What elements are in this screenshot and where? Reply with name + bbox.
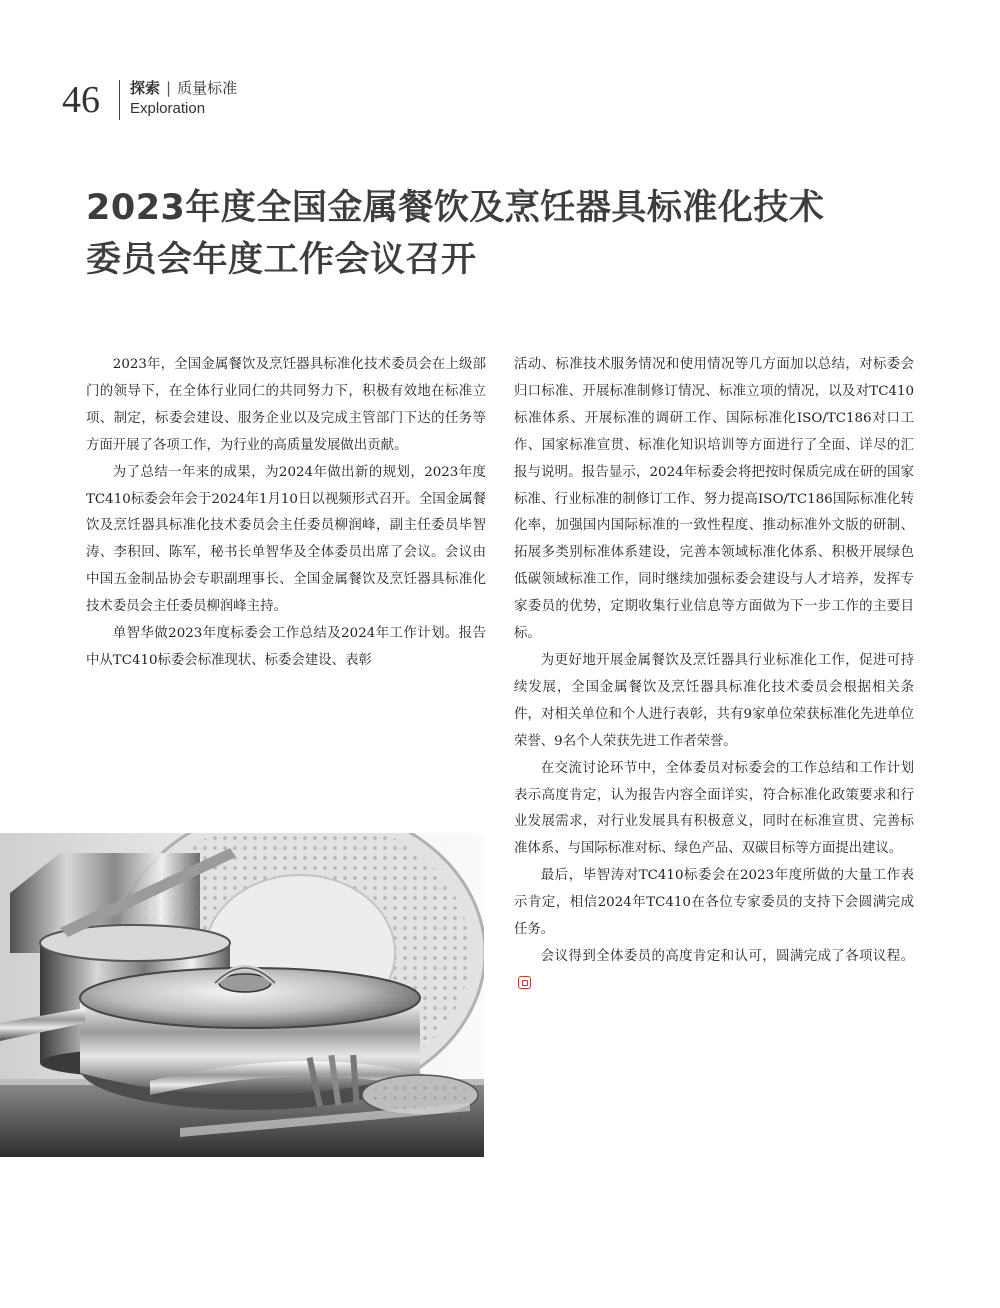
end-of-article-icon: [518, 976, 531, 989]
right-column: [514, 352, 914, 998]
section-name: 探索: [130, 79, 161, 97]
subsection-name: 质量标准: [177, 79, 238, 97]
section-separator: |: [166, 79, 172, 97]
article-title: [86, 182, 926, 286]
title-line-2: 委员会年度工作会议召开: [86, 240, 477, 280]
left-column: [86, 352, 486, 675]
section-english: Exploration: [130, 100, 206, 117]
paragraph-4: 为更好地开展金属餐饮及烹饪器具行业标准化工作，促进可持续发展，全国金属餐饮及烹饪器具标准化技术委员会根据相关条件，对相关单位和个人进行表彰，共有9家单位荣获标准化先进单位荣誉、9名个人荣获先进工作者荣誉。: [514, 652, 914, 749]
paragraph-3: 单智华做2023年度标委会工作总结及2024年工作计划。报告中从TC410标委会标准现状、标委会建设、表彰: [86, 626, 486, 668]
closing-text: 会议得到全体委员的高度肯定和认可，圆满完成了各项议程。: [540, 948, 914, 964]
paragraph-6: 最后，毕智涛对TC410标委会在2023年度所做的大量工作表示肯定，相信2024年TC410在各位专家委员的支持下会圆满完成任务。: [514, 868, 914, 938]
title-line-1: 2023年度全国金属餐饮及烹饪器具标准化技术: [86, 188, 825, 228]
paragraph-1: 2023年，全国金属餐饮及烹饪器具标准化技术委员会在上级部门的领导下，在全体行业同仁的共同努力下，积极有效地在标准立项、制定，标委会建设、服务企业以及完成主管部门下达的任务等方面开展了各项工作，为行业的高质量发展做出贡献。: [86, 357, 486, 453]
section-label: [130, 78, 237, 98]
paragraph-7: [514, 944, 914, 998]
page-number: 46: [62, 79, 100, 121]
cookware-photo: [0, 833, 484, 1157]
paragraph-5: 在交流讨论环节中，全体委员对标委会的工作总结和工作计划表示高度肯定，认为报告内容全面详实，符合标准化政策要求和行业发展需求，对行业发展具有积极意义，同时在标准宣贯、完善标准体系、与国际标准对标、绿色产品、双碳目标等方面提出建议。: [514, 760, 914, 857]
header-divider: [119, 80, 120, 120]
paragraph-2: 为了总结一年来的成果，为2024年做出新的规划，2023年度TC410标委会年会于2024年1月10日以视频形式召开。全国金属餐饮及烹饪器具标准化技术委员会主任委员柳润峰，副主任委员毕智涛、李积回、陈军，秘书长单智华及全体委员出席了会议。会议由中国五金制品协会专职副理事长、全国金属餐饮及烹饪器具标准化技术委员会主任委员柳润峰主持。: [86, 464, 486, 615]
cookware-illustration: [0, 833, 484, 1157]
paragraph-3-continued: 活动、标准技术服务情况和使用情况等几方面加以总结，对标委会归口标准、开展标准制修订情况、标准立项的情况，以及对TC410标准体系、开展标准的调研工作、国际标准化ISO/TC186对口工作、国家标准宣贯、标准化知识培训等方面进行了全面、详尽的汇报与说明。报告显示，2024年标委会将把按时保质完成在研的国家标准、行业标准的制修订工作、努力提高ISO/TC186国际标准化转化率，加强国内国际标准的一致性程度、推动标准外文版的研制、拓展多类别标准体系建设，完善本领域标准化体系、积极开展绿色低碳领域标准工作，同时继续加强标委会建设与人才培养，发挥专家委员的优势，定期收集行业信息等方面做为下一步工作的主要目标。: [514, 357, 914, 642]
